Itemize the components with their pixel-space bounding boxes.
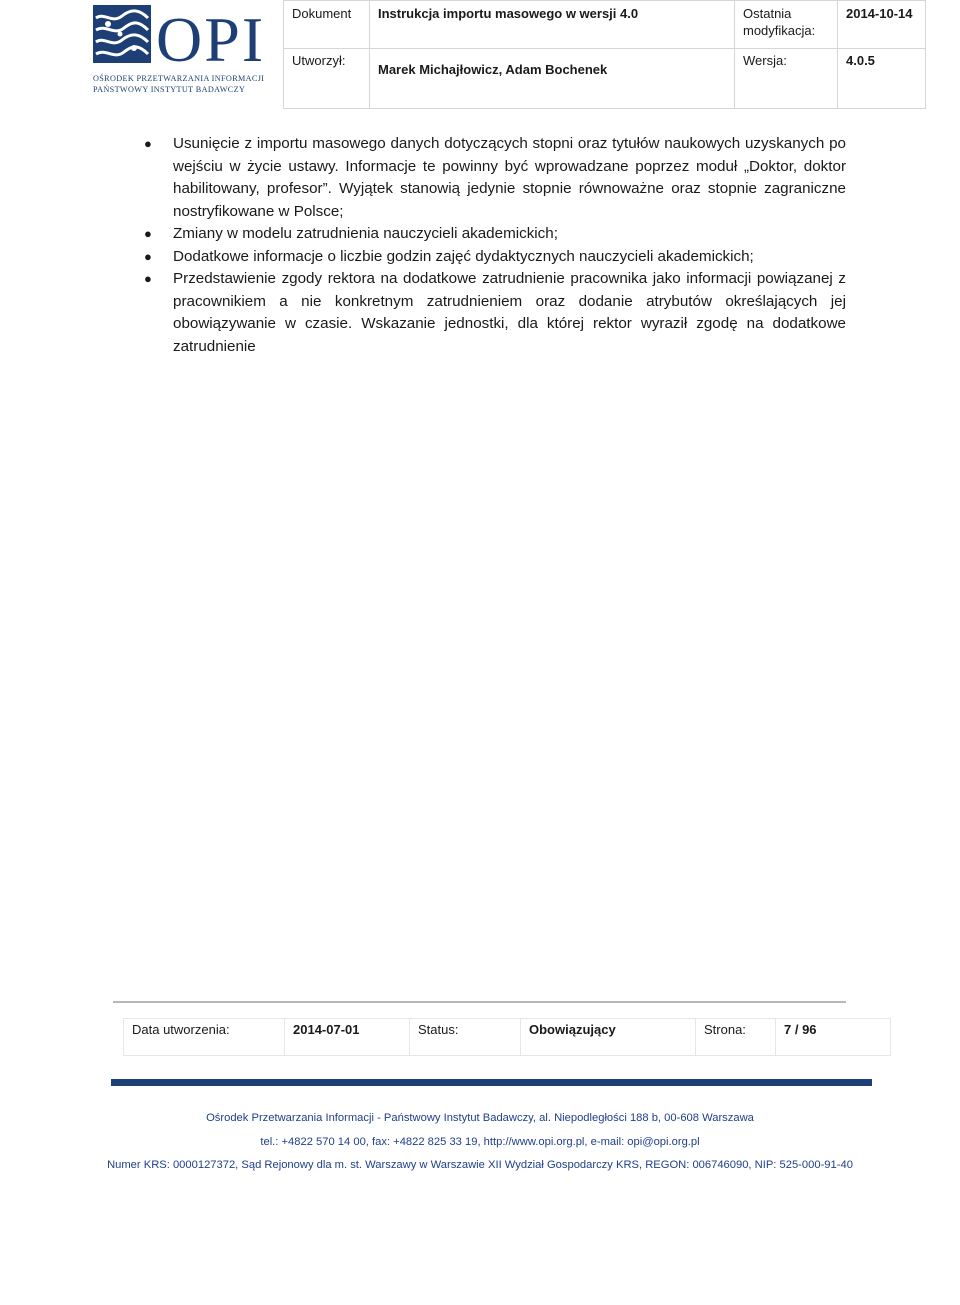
document-body	[140, 133, 846, 358]
list-item	[140, 268, 846, 358]
document-title: Instrukcja importu masowego w wersji 4.0	[378, 6, 639, 21]
version-label-cell	[735, 49, 838, 109]
document-meta-table	[123, 1018, 891, 1056]
opi-logo	[90, 4, 272, 96]
created-label-cell	[124, 1019, 285, 1056]
status-label: Status:	[418, 1022, 459, 1037]
page-label-cell	[696, 1019, 776, 1056]
footer-contact: tel.: +4822 570 14 00, fax: +4822 825 33 19, http://www.opi.org.pl, e-mail: opi@opi.org.pl	[260, 1136, 700, 1148]
document-label: Dokument	[292, 6, 352, 21]
author-label: Utworzył:	[292, 53, 346, 68]
last-mod-label-cell	[735, 1, 838, 49]
logo-org-name: OŚRODEK PRZETWARZANIA INFORMACJI	[93, 74, 265, 83]
page-value-cell	[776, 1019, 891, 1056]
last-mod-value-cell	[838, 1, 926, 49]
bullet-icon: ●	[144, 226, 152, 241]
created-value-cell	[285, 1019, 410, 1056]
bullet-icon: ●	[144, 271, 152, 286]
bullet-icon: ●	[144, 248, 152, 264]
change-list	[140, 133, 846, 358]
footer-brand-bar	[111, 1079, 872, 1086]
version-value-cell	[838, 49, 926, 109]
page-label: Strona:	[704, 1022, 746, 1037]
bullet-icon: ●	[144, 136, 152, 151]
last-modified-date: 2014-10-14	[846, 6, 913, 21]
logo-wordmark: OPI	[156, 4, 266, 72]
status-value-cell	[521, 1019, 696, 1056]
list-item	[140, 246, 846, 269]
created-date: 2014-07-01	[293, 1022, 360, 1037]
author-label-cell	[284, 49, 370, 109]
created-label: Data utworzenia:	[132, 1022, 230, 1037]
version-label: Wersja:	[743, 53, 787, 68]
list-item-text: Zmiany w modelu zatrudnienia nauczycieli akademickich;	[173, 225, 558, 242]
list-item	[140, 133, 846, 223]
author-names: Marek Michajłowicz, Adam Bochenek	[378, 62, 608, 77]
document-value-cell	[370, 1, 735, 49]
page-number: 7 / 96	[784, 1022, 817, 1037]
footer-registry: Numer KRS: 0000127372, Sąd Rejonowy dla m. st. Warszawy w Warszawie XII Wydział Gospodarczy KRS, REGON: 006746090, NIP: 525-000-91-40	[107, 1159, 853, 1171]
status-value: Obowiązujący	[529, 1022, 616, 1037]
list-item	[140, 223, 846, 246]
list-item-text: Przedstawienie zgody rektora na dodatkowe zatrudnienie pracownika jako informacji powiązanej z pracownikiem a nie konkretnym zatrudnieniem oraz dodanie atrybutów określających jej obowiązywanie w czasie. Wskazanie jednostki, dla której rektor wyraził zgodę na dodatkowe zatrudnienie	[173, 270, 846, 355]
list-item-text: Dodatkowe informacje o liczbie godzin zajęć dydaktycznych nauczycieli akademickich;	[173, 247, 754, 265]
opi-logo-mark	[90, 4, 272, 72]
document-label-cell	[284, 1, 370, 49]
status-label-cell	[410, 1019, 521, 1056]
author-value-cell	[370, 49, 735, 109]
logo-org-subtitle: PAŃSTWOWY INSTYTUT BADAWCZY	[93, 85, 246, 94]
list-item-text: Usunięcie z importu masowego danych dotyczących stopni oraz tytułów naukowych uzyskanych po wejściu w życie ustawy. Informacje te powinny być wprowadzane poprzez moduł „Doktor, doktor habilitowany, profesor”. Wyjątek stanowią jedynie stopnie równoważne oraz stopnie zagraniczne nostryfikowane w Polsce;	[173, 135, 846, 220]
last-modified-label: Ostatnia modyfikacja:	[743, 6, 816, 38]
footer-divider	[113, 1001, 846, 1003]
document-header-table	[283, 0, 926, 109]
footer-address: Ośrodek Przetwarzania Informacji - Państwowy Instytut Badawczy, al. Niepodległości 188 b, 00-608 Warszawa	[206, 1112, 754, 1124]
version-number: 4.0.5	[846, 53, 875, 68]
